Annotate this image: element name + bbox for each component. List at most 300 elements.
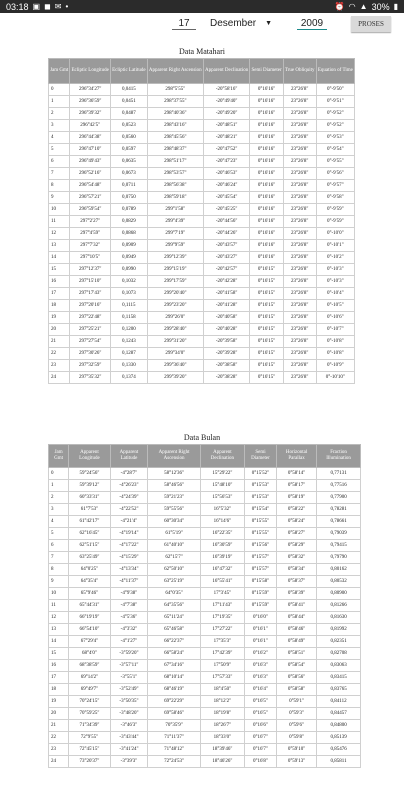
table-cell: 10 bbox=[49, 204, 70, 216]
table-cell: 0°59'8" bbox=[276, 732, 316, 744]
wifi-icon: ◠ bbox=[348, 1, 356, 11]
table-cell: -4°9'38" bbox=[110, 588, 148, 600]
table-cell: 296°36'59" bbox=[70, 96, 111, 108]
table-cell: 0,78661 bbox=[317, 516, 361, 528]
table-row bbox=[49, 120, 355, 132]
table-row bbox=[49, 204, 355, 216]
table-cell: 18°46'26" bbox=[200, 756, 244, 768]
column-header: Semi Diameter bbox=[250, 59, 283, 84]
table-cell: 7 bbox=[49, 552, 69, 564]
table-cell: 62°51'15" bbox=[69, 540, 110, 552]
table-cell: 0,82351 bbox=[317, 636, 361, 648]
table-cell: -3°46'3" bbox=[110, 720, 148, 732]
table-cell: 59°39'12" bbox=[69, 480, 110, 492]
table-cell: 65°11'24" bbox=[148, 612, 201, 624]
table-cell: 17°27'22" bbox=[200, 624, 244, 636]
table-row bbox=[49, 732, 361, 744]
table-cell: 296°47'10" bbox=[70, 144, 111, 156]
table-cell: 297°20'16" bbox=[70, 300, 111, 312]
table-cell: 0°-10'2" bbox=[316, 252, 354, 264]
table-cell: 17 bbox=[49, 672, 69, 684]
table-cell: 59°55'56" bbox=[148, 504, 201, 516]
table-cell: 4 bbox=[49, 516, 69, 528]
table-cell: 0,0868 bbox=[110, 228, 147, 240]
table-cell: 0°58'27" bbox=[276, 528, 316, 540]
table-cell: 0°16'16" bbox=[250, 84, 283, 96]
table-cell: -3°52'49" bbox=[110, 684, 148, 696]
table-cell: 13 bbox=[49, 240, 70, 252]
table-cell: 23°26'8" bbox=[283, 336, 316, 348]
table-cell: 297°10'5" bbox=[70, 252, 111, 264]
table-cell: 12 bbox=[49, 612, 69, 624]
table-cell: -20°39'28" bbox=[203, 348, 250, 360]
table-row bbox=[49, 372, 355, 384]
column-header: Apparent Right Ascension bbox=[147, 59, 203, 84]
table-cell: 23°26'8" bbox=[283, 228, 316, 240]
table-cell: 0°16'5" bbox=[244, 696, 276, 708]
table-cell: 6 bbox=[49, 156, 70, 168]
table-cell: 0 bbox=[49, 468, 69, 480]
table-cell: 64°35'4" bbox=[69, 576, 110, 588]
table-cell: 5 bbox=[49, 528, 69, 540]
table-cell: 299°34'0" bbox=[147, 348, 203, 360]
table-cell: 0°-9'54" bbox=[316, 144, 354, 156]
table-cell: 0,78281 bbox=[317, 504, 361, 516]
table-cell: 0°16'16" bbox=[250, 216, 283, 228]
table-cell: -20°43'57" bbox=[203, 240, 250, 252]
table-row bbox=[49, 264, 355, 276]
table-cell: 66°22'37" bbox=[148, 636, 201, 648]
table-cell: 0°16'6" bbox=[244, 720, 276, 732]
table-cell: 0°15'55" bbox=[244, 516, 276, 528]
table-cell: 297°12'37" bbox=[70, 264, 111, 276]
table-cell: 18°33'0" bbox=[200, 732, 244, 744]
table-cell: 296°57'21" bbox=[70, 192, 111, 204]
table-row bbox=[49, 636, 361, 648]
table-cell: -20°42'57" bbox=[203, 264, 250, 276]
table-cell: 13 bbox=[49, 624, 69, 636]
table-cell: 299°31'20" bbox=[147, 336, 203, 348]
table-row bbox=[49, 672, 361, 684]
table-cell: 296°54'48" bbox=[70, 180, 111, 192]
column-header: Apparent Longitude bbox=[69, 445, 110, 468]
table-cell: 8 bbox=[49, 180, 70, 192]
table-cell: 0°16'15" bbox=[250, 324, 283, 336]
table-cell: -4°11'37" bbox=[110, 576, 148, 588]
table-cell: 0°-10'3" bbox=[316, 276, 354, 288]
table-cell: 16°14'6" bbox=[200, 516, 244, 528]
table-cell: -20°38'58" bbox=[203, 360, 250, 372]
table-cell: 296°59'54" bbox=[70, 204, 111, 216]
table-cell: 0°-10'9" bbox=[316, 360, 354, 372]
table-cell: 0,0909 bbox=[110, 240, 147, 252]
table-cell: -20°47'23" bbox=[203, 156, 250, 168]
table-cell: 23°26'8" bbox=[283, 156, 316, 168]
table-row bbox=[49, 528, 361, 540]
table-cell: 0,84800 bbox=[317, 720, 361, 732]
table-row bbox=[49, 660, 361, 672]
column-header: Ecliptic Longitude bbox=[70, 59, 111, 84]
table-cell: 0°16'15" bbox=[250, 336, 283, 348]
table-cell: 297°15'10" bbox=[70, 276, 111, 288]
table-cell: 15 bbox=[49, 264, 70, 276]
table-cell: 72°9'55" bbox=[69, 732, 110, 744]
table-cell: 0,0673 bbox=[110, 168, 147, 180]
column-header: Fraction Illumination bbox=[317, 445, 361, 468]
table-cell: 0°-10'3" bbox=[316, 264, 354, 276]
table-cell: 61°7'53" bbox=[69, 504, 110, 516]
table-cell: 65°9'46" bbox=[69, 588, 110, 600]
table-cell: 61°42'17" bbox=[69, 516, 110, 528]
table-cell: 17°50'9" bbox=[200, 660, 244, 672]
table-row bbox=[49, 600, 361, 612]
table-cell: 0,79415 bbox=[317, 540, 361, 552]
table-cell: 1 bbox=[49, 480, 69, 492]
table-cell: 0,1115 bbox=[110, 300, 147, 312]
table-cell: 23°26'8" bbox=[283, 132, 316, 144]
table-cell: -20°44'56" bbox=[203, 216, 250, 228]
table-cell: 67°29'4" bbox=[69, 636, 110, 648]
table-cell: 0,0829 bbox=[110, 216, 147, 228]
table-row bbox=[49, 288, 355, 300]
table-cell: 11 bbox=[49, 600, 69, 612]
table-cell: 23°26'8" bbox=[283, 360, 316, 372]
proses-button[interactable]: PROSES bbox=[351, 16, 391, 32]
table-row bbox=[49, 612, 361, 624]
signal-icon: ▲ bbox=[359, 1, 368, 11]
table-cell: 65°46'58" bbox=[148, 624, 201, 636]
table-cell: 58°46'56" bbox=[148, 480, 201, 492]
table-cell: 68°38'59" bbox=[69, 660, 110, 672]
table-cell: -20°41'28" bbox=[203, 300, 250, 312]
table-cell: 0°15'54" bbox=[244, 504, 276, 516]
table-row bbox=[49, 696, 361, 708]
table-row bbox=[49, 564, 361, 576]
table-cell: -20°42'28" bbox=[203, 276, 250, 288]
table-cell: 0,79790 bbox=[317, 552, 361, 564]
table-cell: 0°58'19" bbox=[276, 492, 316, 504]
table-cell: 6 bbox=[49, 540, 69, 552]
table-cell: 0,83063 bbox=[317, 660, 361, 672]
date-form bbox=[0, 14, 404, 38]
table-cell: 0°-10'4" bbox=[316, 288, 354, 300]
table-cell: 73°20'37" bbox=[69, 756, 110, 768]
table-cell: 59°24'56" bbox=[69, 468, 110, 480]
image-icon: ▣ bbox=[32, 1, 41, 11]
table-cell: 0,85811 bbox=[317, 756, 361, 768]
table-cell: 23°26'8" bbox=[283, 300, 316, 312]
table-cell: 0°16'15" bbox=[250, 312, 283, 324]
table-cell: 0,80532 bbox=[317, 576, 361, 588]
table-cell: 0,84112 bbox=[317, 696, 361, 708]
table-cell: 23°26'8" bbox=[283, 264, 316, 276]
table-cell: 0°15'58" bbox=[244, 576, 276, 588]
table-cell: 23°26'8" bbox=[283, 372, 316, 384]
table-cell: 0°58'14" bbox=[276, 468, 316, 480]
table-cell: 0°16'4" bbox=[244, 684, 276, 696]
table-cell: 0,0451 bbox=[110, 96, 147, 108]
column-header: Apparent Declination bbox=[203, 59, 250, 84]
table-cell: 0°16'15" bbox=[250, 372, 283, 384]
table-cell: 71°34'39" bbox=[69, 720, 110, 732]
table-cell: 64°0'35" bbox=[148, 588, 201, 600]
table-cell: 15°48'10" bbox=[200, 480, 244, 492]
table-cell: -20°40'58" bbox=[203, 312, 250, 324]
table-cell: 0°16'16" bbox=[250, 180, 283, 192]
table-row bbox=[49, 504, 361, 516]
table-cell: -4°15'29" bbox=[110, 552, 148, 564]
table-row bbox=[49, 228, 355, 240]
table-cell: 23°26'8" bbox=[283, 276, 316, 288]
table-cell: 24 bbox=[49, 756, 69, 768]
table-cell: 0°-10'6" bbox=[316, 312, 354, 324]
table-cell: 70°59'25" bbox=[69, 708, 110, 720]
table-cell: 0°-10'7" bbox=[316, 324, 354, 336]
table-cell: 0°58'29" bbox=[276, 540, 316, 552]
table-cell: 4 bbox=[49, 132, 70, 144]
table-cell: 0°16'3" bbox=[244, 660, 276, 672]
table-cell: 0°16'16" bbox=[250, 228, 283, 240]
table-cell: 23°26'8" bbox=[283, 288, 316, 300]
table-cell: 298°37'55" bbox=[147, 96, 203, 108]
month-select[interactable] bbox=[210, 18, 272, 29]
table-cell: 297°2'27" bbox=[70, 216, 111, 228]
table-cell: 60°30'34" bbox=[148, 516, 201, 528]
table-cell: 0°16'16" bbox=[250, 96, 283, 108]
table-cell: 0,0711 bbox=[110, 180, 147, 192]
table-cell: 17°3'45" bbox=[200, 588, 244, 600]
table-cell: 299°15'19" bbox=[147, 264, 203, 276]
table-cell: 0°58'58" bbox=[276, 684, 316, 696]
table-cell: -20°48'51" bbox=[203, 120, 250, 132]
table-cell: 0,77516 bbox=[317, 480, 361, 492]
table-cell: 0°16'16" bbox=[250, 120, 283, 132]
table-cell: 15 bbox=[49, 648, 69, 660]
table-cell: 64°0'25" bbox=[69, 564, 110, 576]
table-cell: -4°17'22" bbox=[110, 540, 148, 552]
table-cell: 0,84457 bbox=[317, 708, 361, 720]
table-cell: 0°-10'8" bbox=[316, 336, 354, 348]
table-cell: 8 bbox=[49, 564, 69, 576]
table-cell: 298°53'57" bbox=[147, 168, 203, 180]
table-cell: 17°42'39" bbox=[200, 648, 244, 660]
table-cell: 23°26'8" bbox=[283, 348, 316, 360]
table-cell: 0°-10'0" bbox=[316, 228, 354, 240]
table-cell: 297°27'54" bbox=[70, 336, 111, 348]
table-cell: 0°58'56" bbox=[276, 672, 316, 684]
column-header: True Obliquity bbox=[283, 59, 316, 84]
table-cell: 18°4'50" bbox=[200, 684, 244, 696]
table-cell: 0°59'13" bbox=[276, 756, 316, 768]
table-cell: 0°58'24" bbox=[276, 516, 316, 528]
table-cell: -4°26'23" bbox=[110, 480, 148, 492]
table-row bbox=[49, 312, 355, 324]
table-cell: 0°-10'1" bbox=[316, 240, 354, 252]
table-row bbox=[49, 132, 355, 144]
table-cell: 12 bbox=[49, 228, 70, 240]
table-cell: -20°49'40" bbox=[203, 96, 250, 108]
table-cell: 0°15'53" bbox=[244, 492, 276, 504]
table-cell: 0°-10'10" bbox=[316, 372, 354, 384]
table-cell: 0°-9'59" bbox=[316, 216, 354, 228]
table-cell: 61°5'19" bbox=[148, 528, 201, 540]
table-cell: 0,1158 bbox=[110, 312, 147, 324]
table-cell: 17°57'33" bbox=[200, 672, 244, 684]
table-cell: 0°-9'52" bbox=[316, 120, 354, 132]
table-cell: 0,0597 bbox=[110, 144, 147, 156]
table-cell: 11 bbox=[49, 216, 70, 228]
table-cell: 10 bbox=[49, 588, 69, 600]
table-cell: -20°46'24" bbox=[203, 180, 250, 192]
table-cell: 61°40'10" bbox=[148, 540, 201, 552]
table-cell: 15°29'22" bbox=[200, 468, 244, 480]
table-cell: 0°15'55" bbox=[244, 528, 276, 540]
table-cell: 0°59'10" bbox=[276, 744, 316, 756]
table-cell: 0°16'2" bbox=[244, 648, 276, 660]
table-cell: 0,1374 bbox=[110, 372, 147, 384]
column-header: Semi Diameter bbox=[244, 445, 276, 468]
table-cell: 16°39'19" bbox=[200, 552, 244, 564]
table-cell: 0°16'15" bbox=[250, 348, 283, 360]
table-cell: 16°5'32" bbox=[200, 504, 244, 516]
table-cell: 18 bbox=[49, 300, 70, 312]
column-header: Ecliptic Latitude bbox=[110, 59, 147, 84]
table-cell: 297°35'32" bbox=[70, 372, 111, 384]
table-row bbox=[49, 588, 361, 600]
table-cell: 21 bbox=[49, 336, 70, 348]
table-row bbox=[49, 168, 355, 180]
table-cell: 0,1330 bbox=[110, 360, 147, 372]
table-cell: 299°23'20" bbox=[147, 300, 203, 312]
table-cell: 0°-9'56" bbox=[316, 168, 354, 180]
table-cell: 72°45'15" bbox=[69, 744, 110, 756]
table-cell: 0°58'37" bbox=[276, 576, 316, 588]
table-cell: 0°16'15" bbox=[250, 360, 283, 372]
table-cell: 23°26'8" bbox=[283, 204, 316, 216]
table-cell: 66°58'24" bbox=[148, 648, 201, 660]
table-cell: 9 bbox=[49, 576, 69, 588]
table-cell: 299°1'58" bbox=[147, 204, 203, 216]
table-cell: 0,77131 bbox=[317, 468, 361, 480]
sun-data-table bbox=[48, 58, 355, 384]
table-row bbox=[49, 552, 361, 564]
table-cell: 0°-10'5" bbox=[316, 300, 354, 312]
table-cell: 0°15'57" bbox=[244, 552, 276, 564]
table-cell: 0,85476 bbox=[317, 744, 361, 756]
table-row bbox=[49, 648, 361, 660]
table-cell: 297°22'48" bbox=[70, 312, 111, 324]
table-row bbox=[49, 252, 355, 264]
table-cell: -20°45'54" bbox=[203, 192, 250, 204]
table-cell: 0°59'6" bbox=[276, 720, 316, 732]
dot-icon: • bbox=[65, 1, 69, 11]
moon-data-title: Data Bulan bbox=[183, 433, 221, 442]
table-cell: 299°39'20" bbox=[147, 372, 203, 384]
table-cell: 0,1073 bbox=[110, 288, 147, 300]
table-cell: 296°39'32" bbox=[70, 108, 111, 120]
table-cell: 69°14'2" bbox=[69, 672, 110, 684]
table-cell: 0°15'59" bbox=[244, 600, 276, 612]
table-cell: 19 bbox=[49, 312, 70, 324]
table-cell: 0,0949 bbox=[110, 252, 147, 264]
table-cell: 67°34'16" bbox=[148, 660, 201, 672]
table-cell: 0 bbox=[49, 84, 70, 96]
table-cell: 23 bbox=[49, 360, 70, 372]
table-cell: 298°48'37" bbox=[147, 144, 203, 156]
table-cell: -20°45'25" bbox=[203, 204, 250, 216]
table-cell: 69°22'29" bbox=[148, 696, 201, 708]
table-cell: 68°4'0" bbox=[69, 648, 110, 660]
table-cell: 0,80162 bbox=[317, 564, 361, 576]
table-cell: 3 bbox=[49, 120, 70, 132]
table-cell: 298°59'18" bbox=[147, 192, 203, 204]
day-input[interactable]: 17 bbox=[172, 18, 196, 30]
message-icon: ◼ bbox=[44, 1, 51, 11]
table-cell: 0°58'32" bbox=[276, 552, 316, 564]
table-cell: 0°16'16" bbox=[250, 168, 283, 180]
table-cell: 23°26'8" bbox=[283, 144, 316, 156]
table-cell: 23°26'8" bbox=[283, 312, 316, 324]
table-cell: 0°16'0" bbox=[244, 612, 276, 624]
table-row bbox=[49, 300, 355, 312]
table-cell: 14 bbox=[49, 252, 70, 264]
table-row bbox=[49, 360, 355, 372]
table-cell: -3°39'3" bbox=[110, 756, 148, 768]
table-cell: 0,0635 bbox=[110, 156, 147, 168]
table-cell: 5 bbox=[49, 144, 70, 156]
table-cell: 0°16'15" bbox=[250, 264, 283, 276]
table-cell: -20°39'58" bbox=[203, 336, 250, 348]
table-cell: 296°49'43" bbox=[70, 156, 111, 168]
table-cell: 2 bbox=[49, 108, 70, 120]
table-cell: 0,81992 bbox=[317, 624, 361, 636]
table-cell: 0,83765 bbox=[317, 684, 361, 696]
table-row bbox=[49, 624, 361, 636]
table-row bbox=[49, 276, 355, 288]
table-cell: 0°-9'59" bbox=[316, 204, 354, 216]
table-cell: 23 bbox=[49, 744, 69, 756]
table-cell: 298°51'17" bbox=[147, 156, 203, 168]
table-cell: 299°26'0" bbox=[147, 312, 203, 324]
table-cell: 64°35'56" bbox=[148, 600, 201, 612]
table-cell: 0°58'46" bbox=[276, 624, 316, 636]
table-cell: 16°30'59" bbox=[200, 540, 244, 552]
table-cell: 23°26'8" bbox=[283, 240, 316, 252]
table-cell: 20 bbox=[49, 324, 70, 336]
table-cell: 17°35'3" bbox=[200, 636, 244, 648]
table-cell: 17°11'43" bbox=[200, 600, 244, 612]
table-cell: 297°17'43" bbox=[70, 288, 111, 300]
table-cell: -4°28'7" bbox=[110, 468, 148, 480]
table-cell: 0,1243 bbox=[110, 336, 147, 348]
table-cell: 0,0990 bbox=[110, 264, 147, 276]
table-cell: 0°58'49" bbox=[276, 636, 316, 648]
year-input[interactable]: 2009 bbox=[297, 18, 327, 30]
table-cell: 0°59'3" bbox=[276, 708, 316, 720]
table-cell: 62°15'7" bbox=[148, 552, 201, 564]
column-header: Horizontal Parallax bbox=[276, 445, 316, 468]
table-cell: 0°16'16" bbox=[250, 144, 283, 156]
table-cell: 24 bbox=[49, 372, 70, 384]
table-cell: 0°15'56" bbox=[244, 540, 276, 552]
table-cell: 23°26'8" bbox=[283, 108, 316, 120]
alarm-icon: ⏰ bbox=[334, 1, 345, 11]
table-cell: 23°26'8" bbox=[283, 168, 316, 180]
table-cell: 70°24'15" bbox=[69, 696, 110, 708]
table-cell: 0,85139 bbox=[317, 732, 361, 744]
table-cell: 68°10'14" bbox=[148, 672, 201, 684]
table-cell: -3°48'20" bbox=[110, 708, 148, 720]
